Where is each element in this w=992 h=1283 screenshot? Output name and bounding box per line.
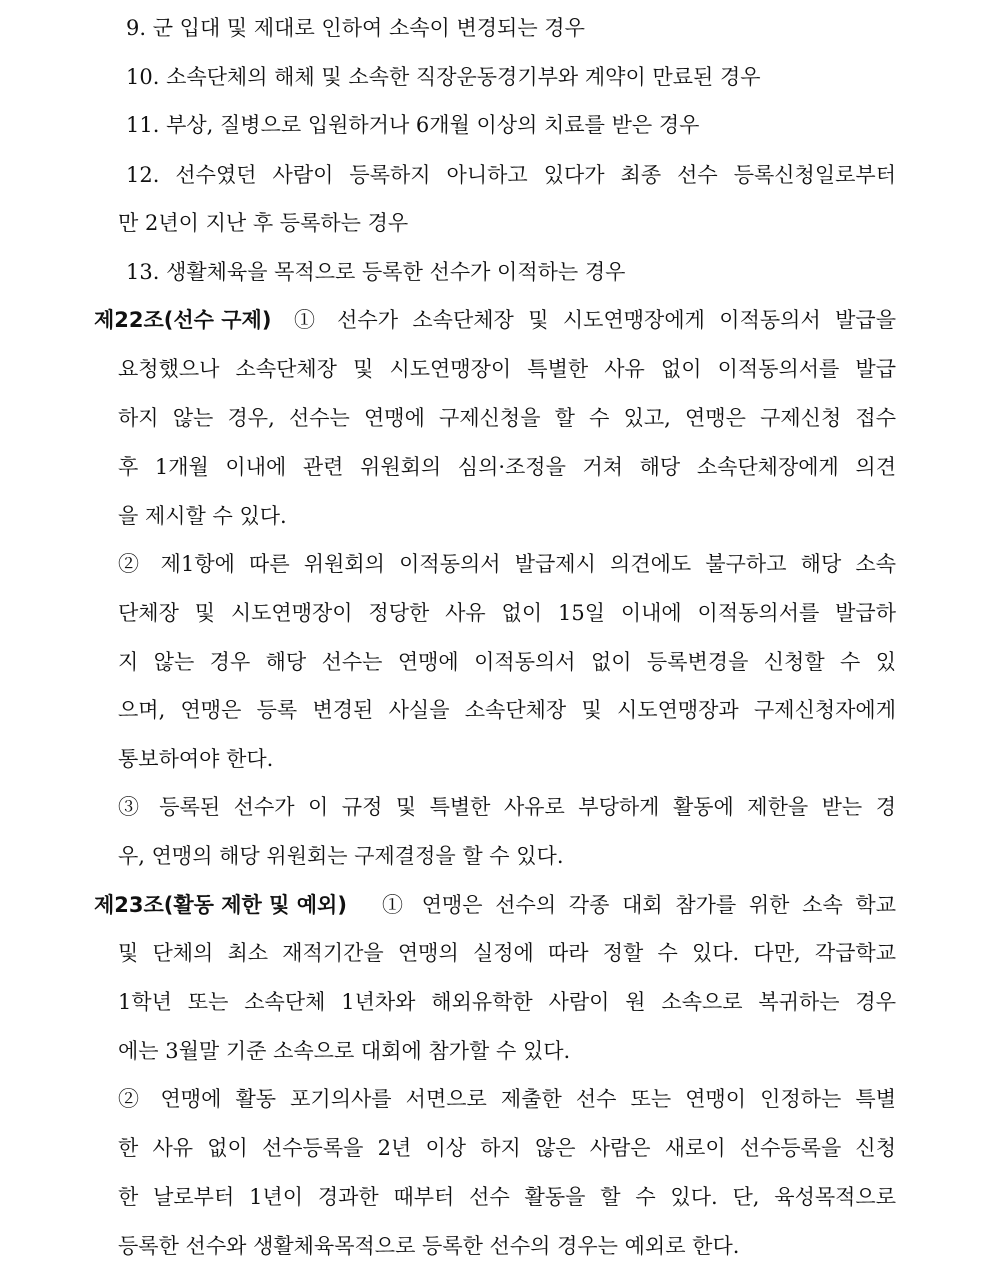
article-22-heading: 제22조(선수 구제) [94, 308, 272, 332]
article-23-para-1-line-3: 1학년 또는 소속단체 1년차와 해외유학한 사람이 원 소속으로 복귀하는 경우 [118, 990, 896, 1014]
item-11: 11. 부상, 질병으로 입원하거나 6개월 이상의 치료를 받은 경우 [126, 113, 700, 137]
article-22-para-2-line-3: 지 않는 경우 해당 선수는 연맹에 이적동의서 없이 등록변경을 신청할 수 있 [118, 650, 896, 674]
article-22-para-1-line-2: 요청했으나 소속단체장 및 시도연맹장이 특별한 사유 없이 이적동의서를 발급 [118, 357, 896, 381]
item-10: 10. 소속단체의 해체 및 소속한 직장운동경기부와 계약이 만료된 경우 [126, 65, 761, 89]
article-22-para-1-line-1: ① 선수가 소속단체장 및 시도연맹장에게 이적동의서 발급을 [294, 308, 896, 332]
article-22-para-1-line-4: 후 1개월 이내에 관련 위원회의 심의·조정을 거쳐 해당 소속단체장에게 의견 [118, 455, 896, 479]
article-23-para-2-line-3: 한 날로부터 1년이 경과한 때부터 선수 활동을 할 수 있다. 단, 육성목적으로 [118, 1185, 896, 1209]
item-13: 13. 생활체육을 목적으로 등록한 선수가 이적하는 경우 [126, 260, 626, 284]
article-22-para-2-line-4: 으며, 연맹은 등록 변경된 사실을 소속단체장 및 시도연맹장과 구제신청자에게 [118, 698, 896, 722]
article-23-heading: 제23조(활동 제한 및 예외) [94, 893, 347, 917]
item-12-line-2: 만 2년이 지난 후 등록하는 경우 [118, 211, 409, 235]
article-23-para-2-line-4: 등록한 선수와 생활체육목적으로 등록한 선수의 경우는 예외로 한다. [118, 1234, 740, 1258]
article-23-para-2-line-2: 한 사유 없이 선수등록을 2년 이상 하지 않은 사람은 새로이 선수등록을 신청 [118, 1136, 896, 1160]
article-23-para-2-line-1: ② 연맹에 활동 포기의사를 서면으로 제출한 선수 또는 연맹이 인정하는 특별 [118, 1087, 896, 1111]
article-22-para-3-line-2: 우, 연맹의 해당 위원회는 구제결정을 할 수 있다. [118, 844, 564, 868]
item-9: 9. 군 입대 및 제대로 인하여 소속이 변경되는 경우 [126, 16, 585, 40]
article-23-para-1-line-2: 및 단체의 최소 재적기간을 연맹의 실정에 따라 정할 수 있다. 다만, 각급학교 [118, 941, 896, 965]
article-22-para-2-line-1: ② 제1항에 따른 위원회의 이적동의서 발급제시 의견에도 불구하고 해당 소속 [118, 552, 896, 576]
item-12-line-1: 12. 선수였던 사람이 등록하지 아니하고 있다가 최종 선수 등록신청일로부터 [126, 163, 896, 187]
article-22-para-1-line-5: 을 제시할 수 있다. [118, 504, 287, 528]
article-22-para-2-line-2: 단체장 및 시도연맹장이 정당한 사유 없이 15일 이내에 이적동의서를 발급하 [118, 601, 896, 625]
article-22-para-2-line-5: 통보하여야 한다. [118, 747, 274, 771]
article-22-para-3-line-1: ③ 등록된 선수가 이 규정 및 특별한 사유로 부당하게 활동에 제한을 받는 경 [118, 795, 896, 819]
article-23-para-1-line-1: ① 연맹은 선수의 각종 대회 참가를 위한 소속 학교 [382, 893, 896, 917]
article-22-para-1-line-3: 하지 않는 경우, 선수는 연맹에 구제신청을 할 수 있고, 연맹은 구제신청 접수 [118, 406, 896, 430]
article-23-para-1-line-4: 에는 3월말 기준 소속으로 대회에 참가할 수 있다. [118, 1039, 571, 1063]
